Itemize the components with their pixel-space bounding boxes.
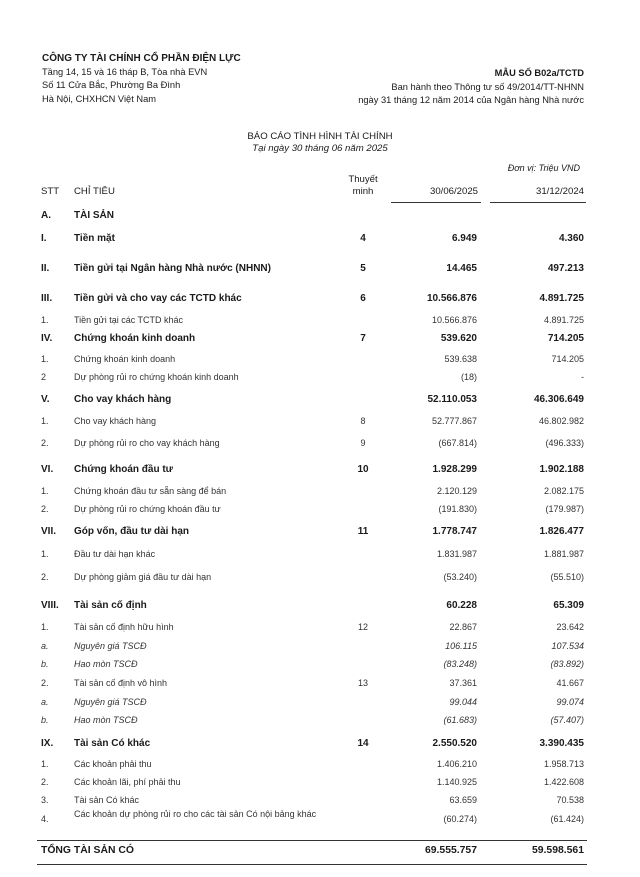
row-stt: 1. xyxy=(41,549,49,559)
row-value-2025: 1.928.299 xyxy=(432,464,477,475)
row-stt: 2 xyxy=(41,372,47,382)
form-regulation-line-2: ngày 31 tháng 12 năm 2014 của Ngân hàng Nhà nước xyxy=(358,95,584,106)
row-stt: b. xyxy=(41,715,49,725)
row-label: Chứng khoán kinh doanh xyxy=(74,354,176,364)
row-value-2025: 63.659 xyxy=(449,795,477,805)
row-value-2024: (83.892) xyxy=(550,659,584,669)
row-stt: 2. xyxy=(41,438,49,448)
row-label: Tài sản cố định xyxy=(74,600,147,611)
row-label: Nguyên giá TSCĐ xyxy=(74,697,147,707)
row-label: Đầu tư dài hạn khác xyxy=(74,549,156,559)
row-note: 6 xyxy=(360,293,366,304)
row-value-2024: 1.422.608 xyxy=(543,777,584,787)
row-value-2024: 4.891.725 xyxy=(543,315,584,325)
table-header xyxy=(0,174,640,200)
row-label: Các khoản lãi, phí phải thu xyxy=(74,777,181,787)
row-value-2024: 1.826.477 xyxy=(539,526,584,537)
row-value-2025: 1.140.925 xyxy=(436,777,477,787)
row-value-2025: (667.814) xyxy=(438,438,477,448)
row-note: 13 xyxy=(357,678,368,688)
row-value-2024: (496.333) xyxy=(545,438,584,448)
row-stt: VII. xyxy=(41,526,57,537)
company-header xyxy=(42,52,241,106)
row-value-2025: 99.044 xyxy=(449,697,477,707)
row-value-2025: 52.110.053 xyxy=(427,394,477,405)
row-value-2024: 70.538 xyxy=(556,795,584,805)
row-value-2025: 1.831.987 xyxy=(436,549,477,559)
row-value-2025: 2.120.129 xyxy=(436,486,477,496)
total-bottom-rule xyxy=(37,864,587,865)
row-value-2024: 1.902.188 xyxy=(539,464,584,475)
col-header-date-1: 30/06/2025 xyxy=(429,186,478,197)
row-value-2024: 99.074 xyxy=(556,697,584,707)
row-label: Hao mòn TSCĐ xyxy=(74,715,138,725)
row-label: Cho vay khách hàng xyxy=(74,416,157,426)
row-value-2024: 65.309 xyxy=(553,600,584,611)
row-label: Cho vay khách hàng xyxy=(74,394,172,405)
row-note: 10 xyxy=(357,464,369,475)
row-stt: 1. xyxy=(41,315,49,325)
row-value-2024: 1.958.713 xyxy=(543,759,584,769)
row-stt: A. xyxy=(41,210,51,221)
row-stt: VI. xyxy=(41,464,54,475)
col-header-date-2: 31/12/2024 xyxy=(535,186,584,197)
row-value-2024: 714.205 xyxy=(547,333,584,344)
row-label: Tài sản cố định hữu hình xyxy=(74,622,174,632)
row-note: 5 xyxy=(360,263,366,274)
row-stt: b. xyxy=(41,659,49,669)
row-stt: 2. xyxy=(41,777,49,787)
row-note: 12 xyxy=(357,622,368,632)
company-name: CÔNG TY TÀI CHÍNH CỔ PHẦN ĐIỆN LỰC xyxy=(42,53,241,64)
col-header-item: CHỈ TIÊU xyxy=(74,186,115,197)
row-value-2025: 106.115 xyxy=(445,641,477,651)
row-label: Nguyên giá TSCĐ xyxy=(74,641,147,651)
total-value-2024: 59.598.561 xyxy=(531,845,584,856)
row-label: Dự phòng rủi ro chứng khoán kinh doanh xyxy=(74,372,239,382)
row-value-2024: 4.891.725 xyxy=(539,293,584,304)
total-label: TỔNG TÀI SẢN CÓ xyxy=(41,845,134,856)
row-label: Dự phòng rủi ro chứng khoán đầu tư xyxy=(74,504,221,514)
row-value-2025: 52.777.867 xyxy=(431,416,477,426)
col-header-stt: STT xyxy=(41,186,60,197)
row-value-2025: (18) xyxy=(460,372,477,382)
row-label: Các khoản dự phòng rủi ro cho các tài sản Có nội bảng khác xyxy=(74,809,317,819)
row-stt: 4. xyxy=(41,814,49,824)
row-value-2024: 3.390.435 xyxy=(539,738,584,749)
row-label: Tiền mặt xyxy=(74,233,115,244)
row-stt: IX. xyxy=(41,738,54,749)
row-stt: IV. xyxy=(41,333,53,344)
row-value-2024: 4.360 xyxy=(558,233,584,244)
total-value-2025: 69.555.757 xyxy=(424,845,477,856)
row-note: 11 xyxy=(357,526,369,537)
row-label: Tiền gửi tại các TCTD khác xyxy=(74,315,184,325)
row-label: TÀI SẢN xyxy=(74,210,114,221)
row-value-2025: 2.550.520 xyxy=(432,738,477,749)
row-stt: V. xyxy=(41,394,50,405)
row-stt: 1. xyxy=(41,416,49,426)
row-value-2024: 497.213 xyxy=(547,263,584,274)
row-value-2024: 1.881.987 xyxy=(543,549,584,559)
report-title: BÁO CÁO TÌNH HÌNH TÀI CHÍNH xyxy=(247,131,393,142)
row-value-2024: (179.987) xyxy=(545,504,584,514)
row-value-2024: 107.534 xyxy=(551,641,584,651)
row-note: 4 xyxy=(360,233,366,244)
row-value-2025: 1.778.747 xyxy=(432,526,477,537)
row-value-2024: 23.642 xyxy=(556,622,584,632)
row-note: 8 xyxy=(360,416,366,426)
form-regulation-line-1: Ban hành theo Thông tư số 49/2014/TT-NHNN xyxy=(391,81,584,92)
row-value-2024: 46.306.649 xyxy=(533,394,584,405)
row-value-2025: 6.949 xyxy=(451,233,477,244)
row-stt: II. xyxy=(41,263,50,274)
row-label: Dự phòng giảm giá đầu tư dài hạn xyxy=(74,572,212,582)
row-stt: 1. xyxy=(41,354,49,364)
row-value-2025: (60.274) xyxy=(443,814,477,824)
row-label: Tài sản cố định vô hình xyxy=(74,678,168,688)
row-value-2025: 539.638 xyxy=(444,354,477,364)
row-value-2025: (61.683) xyxy=(443,715,477,725)
form-number: MẪU SỐ B02a/TCTD xyxy=(494,68,584,78)
row-label: Các khoản phải thu xyxy=(74,759,152,769)
row-value-2024: 714.205 xyxy=(551,354,584,364)
col1-header-rule xyxy=(391,202,481,203)
row-stt: 1. xyxy=(41,622,49,632)
report-date: Tại ngày 30 tháng 06 năm 2025 xyxy=(252,143,388,154)
row-value-2025: 14.465 xyxy=(446,263,477,274)
col-header-note: Thuyết minh xyxy=(348,174,378,197)
col2-header-rule xyxy=(490,202,586,203)
row-value-2024: 46.802.982 xyxy=(538,416,584,426)
company-address-line-2: Số 11 Cửa Bắc, Phường Ba Đình xyxy=(42,80,181,91)
row-value-2025: (83.248) xyxy=(443,659,477,669)
row-stt: 2. xyxy=(41,572,49,582)
row-stt: 1. xyxy=(41,759,49,769)
form-info xyxy=(358,67,584,108)
row-value-2025: 10.566.876 xyxy=(426,293,477,304)
row-stt: 2. xyxy=(41,678,49,688)
row-label: Chứng khoán đầu tư xyxy=(74,464,173,475)
row-label: Hao mòn TSCĐ xyxy=(74,659,138,669)
company-address-line-1: Tầng 14, 15 và 16 tháp B, Tòa nhà EVN xyxy=(42,66,208,77)
row-value-2024: (57.407) xyxy=(550,715,584,725)
row-label: Chứng khoán kinh doanh xyxy=(74,333,196,344)
row-note: 9 xyxy=(360,438,366,448)
row-note: 14 xyxy=(357,738,369,749)
row-value-2024: 2.082.175 xyxy=(543,486,584,496)
row-stt: a. xyxy=(41,641,49,651)
currency-unit: Đơn vị: Triệu VND xyxy=(507,163,580,173)
row-stt: a. xyxy=(41,697,49,707)
row-value-2025: 22.867 xyxy=(449,622,477,632)
row-label: Tiền gửi tại Ngân hàng Nhà nước (NHNN) xyxy=(74,263,271,274)
row-note: 7 xyxy=(360,333,366,344)
row-label: Dự phòng rủi ro cho vay khách hàng xyxy=(74,438,220,448)
company-address-line-3: Hà Nội, CHXHCN Việt Nam xyxy=(42,93,157,104)
row-stt: III. xyxy=(41,293,53,304)
row-value-2025: (53.240) xyxy=(443,572,477,582)
row-label: Chứng khoán đầu tư sẵn sàng để bán xyxy=(74,486,227,496)
row-label: Góp vốn, đầu tư dài hạn xyxy=(74,526,190,537)
row-stt: 1. xyxy=(41,486,49,496)
report-title-block xyxy=(0,131,640,155)
row-value-2024: 41.667 xyxy=(556,678,584,688)
row-label: Tiền gửi và cho vay các TCTD khác xyxy=(74,293,242,304)
row-value-2025: 1.406.210 xyxy=(436,759,477,769)
row-label: Tài sản Có khác xyxy=(74,795,140,805)
row-value-2025: 10.566.876 xyxy=(431,315,477,325)
row-value-2024: - xyxy=(581,372,584,382)
row-value-2025: 60.228 xyxy=(446,600,477,611)
row-value-2025: 37.361 xyxy=(449,678,477,688)
row-stt: VIII. xyxy=(41,600,59,611)
row-value-2024: (55.510) xyxy=(550,572,584,582)
row-stt: 2. xyxy=(41,504,49,514)
row-value-2025: (191.830) xyxy=(438,504,477,514)
row-stt: 3. xyxy=(41,795,49,805)
row-stt: I. xyxy=(41,233,47,244)
row-value-2024: (61.424) xyxy=(550,814,584,824)
row-label: Tài sản Có khác xyxy=(74,738,151,749)
row-value-2025: 539.620 xyxy=(440,333,477,344)
total-top-rule xyxy=(37,840,587,841)
